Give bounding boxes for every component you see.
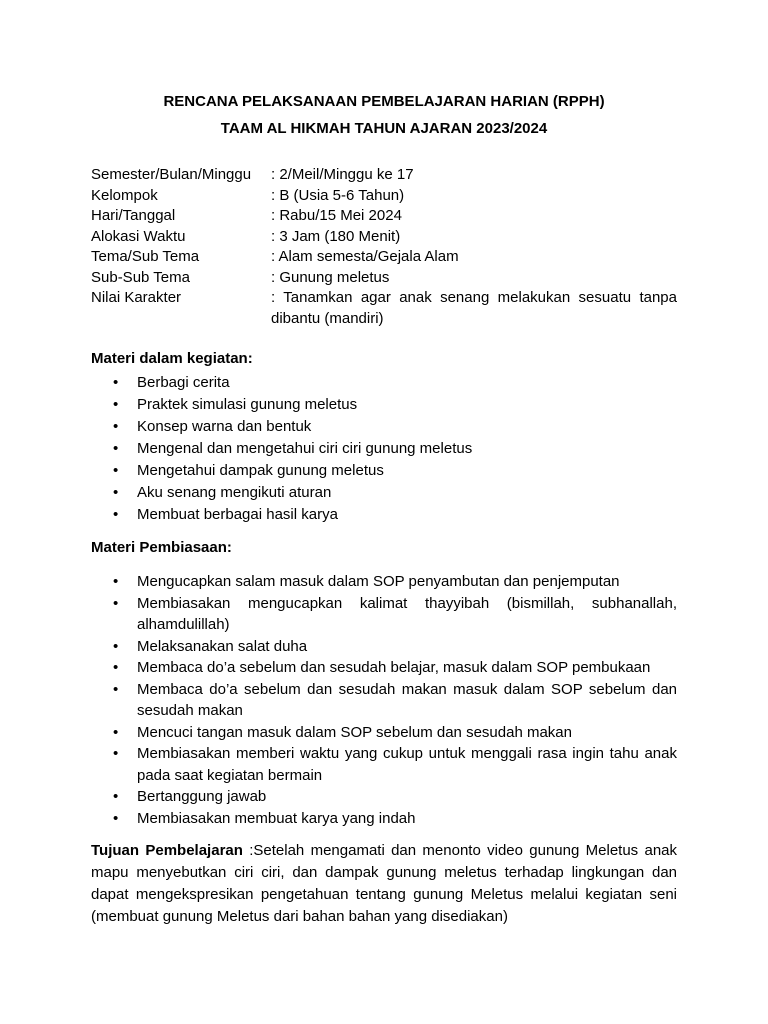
- list-item-text: Membiasakan mengucapkan kalimat thayyibah (bismillah, subhanallah, alhamdulillah): [137, 594, 677, 633]
- info-value: : Rabu/15 Mei 2024: [271, 207, 402, 224]
- bullet-icon: •: [113, 723, 119, 741]
- list-item: [91, 593, 677, 636]
- info-row-hari-tanggal: [91, 206, 677, 227]
- info-label: Sub-Sub Tema: [91, 268, 190, 286]
- list-item-text: Mencuci tangan masuk dalam SOP sebelum dan sesudah makan: [137, 723, 572, 741]
- info-row-kelompok: [91, 186, 677, 207]
- list-item-text: Bertanggung jawab: [137, 788, 267, 805]
- tujuan-label: Tujuan Pembelajaran: [91, 842, 243, 859]
- list-item: [91, 482, 677, 504]
- list-item-text: Praktek simulasi gunung meletus: [137, 396, 358, 413]
- list-item: [91, 808, 677, 830]
- list-item-text: Melaksanakan salat duha: [137, 637, 308, 655]
- info-label: Tema/Sub Tema: [91, 248, 200, 265]
- info-row-semester: [91, 165, 677, 186]
- list-item: [91, 460, 677, 482]
- list-item-text: Mengetahui dampak gunung meletus: [137, 462, 384, 479]
- bullet-icon: •: [113, 594, 119, 612]
- bullet-icon: •: [113, 506, 119, 523]
- info-value: : 3 Jam (180 Menit): [271, 227, 401, 245]
- materi-pembiasaan-list: [91, 571, 677, 829]
- bullet-icon: •: [113, 396, 119, 413]
- list-item: [91, 504, 677, 526]
- bullet-icon: •: [113, 745, 119, 762]
- info-value: : B (Usia 5-6 Tahun): [271, 186, 405, 204]
- info-value: : Gunung meletus: [271, 268, 390, 286]
- document-title: RENCANA PELAKSANAAN PEMBELAJARAN HARIAN (RPPH): [163, 93, 605, 110]
- info-row-tema: [91, 247, 677, 268]
- list-item: [91, 657, 677, 679]
- list-item: [91, 743, 677, 786]
- bullet-icon: •: [113, 462, 119, 479]
- list-item: [91, 722, 677, 744]
- bullet-icon: •: [113, 418, 119, 435]
- section-heading-materi-pembiasaan: Materi Pembiasaan:: [91, 539, 232, 556]
- list-item-text: Membuat berbagai hasil karya: [137, 506, 338, 523]
- info-row-sub-sub-tema: [91, 268, 677, 289]
- list-item-text: Konsep warna dan bentuk: [137, 418, 312, 435]
- list-item: [91, 636, 677, 658]
- bullet-icon: •: [113, 659, 119, 676]
- list-item-text: Aku senang mengikuti aturan: [137, 484, 332, 501]
- bullet-icon: •: [113, 637, 119, 655]
- info-label: Semester/Bulan/Minggu: [91, 166, 252, 183]
- bullet-icon: •: [113, 573, 119, 590]
- section-heading-materi-kegiatan: Materi dalam kegiatan:: [91, 350, 253, 367]
- bullet-icon: •: [113, 809, 119, 827]
- list-item: [91, 438, 677, 460]
- info-table: [91, 165, 677, 329]
- list-item: [91, 786, 677, 808]
- bullet-icon: •: [113, 440, 119, 457]
- info-row-alokasi-waktu: [91, 227, 677, 248]
- list-item-text: Berbagi cerita: [137, 374, 230, 391]
- list-item-text: Membiasakan memberi waktu yang cukup untuk menggali rasa ingin tahu anak pada saat kegiatan bermain: [137, 745, 677, 784]
- bullet-icon: •: [113, 484, 119, 501]
- bullet-icon: •: [113, 680, 119, 698]
- info-label: Hari/Tanggal: [91, 207, 176, 224]
- bullet-icon: •: [113, 788, 119, 805]
- list-item: [91, 394, 677, 416]
- tujuan-text: :Setelah mengamati dan menonto video gunung Meletus anak mapu menyebutkan ciri ciri, dan dampak gunung meletus terhadap lingkungan dan dapat mengekspresikan pengetahuan tentang gunung Meletus melalui kegiatan seni (membuat gunung Meletus dari bahan bahan yang disediakan): [91, 842, 678, 925]
- info-label: Nilai Karakter: [91, 289, 182, 306]
- materi-kegiatan-list: [91, 372, 677, 526]
- list-item: [91, 679, 677, 722]
- tujuan-pembelajaran-paragraph: [91, 840, 677, 928]
- info-value: : Alam semesta/Gejala Alam: [271, 248, 459, 265]
- info-label: Kelompok: [91, 186, 158, 204]
- bullet-icon: •: [113, 374, 119, 391]
- list-item: [91, 571, 677, 593]
- document-subtitle: TAAM AL HIKMAH TAHUN AJARAN 2023/2024: [220, 120, 548, 137]
- list-item: [91, 372, 677, 394]
- list-item-text: Membaca do’a sebelum dan sesudah belajar, masuk dalam SOP pembukaan: [137, 659, 651, 676]
- list-item-text: Membaca do’a sebelum dan sesudah makan masuk dalam SOP sebelum dan sesudah makan: [137, 680, 677, 719]
- info-value: : Tanamkan agar anak senang melakukan sesuatu tanpa dibantu (mandiri): [271, 289, 677, 327]
- list-item-text: Mengenal dan mengetahui ciri ciri gunung meletus: [137, 440, 473, 457]
- list-item-text: Mengucapkan salam masuk dalam SOP penyambutan dan penjemputan: [137, 573, 620, 590]
- list-item: [91, 416, 677, 438]
- info-row-nilai-karakter: [91, 288, 677, 329]
- info-label: Alokasi Waktu: [91, 227, 186, 245]
- list-item-text: Membiasakan membuat karya yang indah: [137, 809, 416, 827]
- info-value: : 2/Meil/Minggu ke 17: [271, 166, 414, 183]
